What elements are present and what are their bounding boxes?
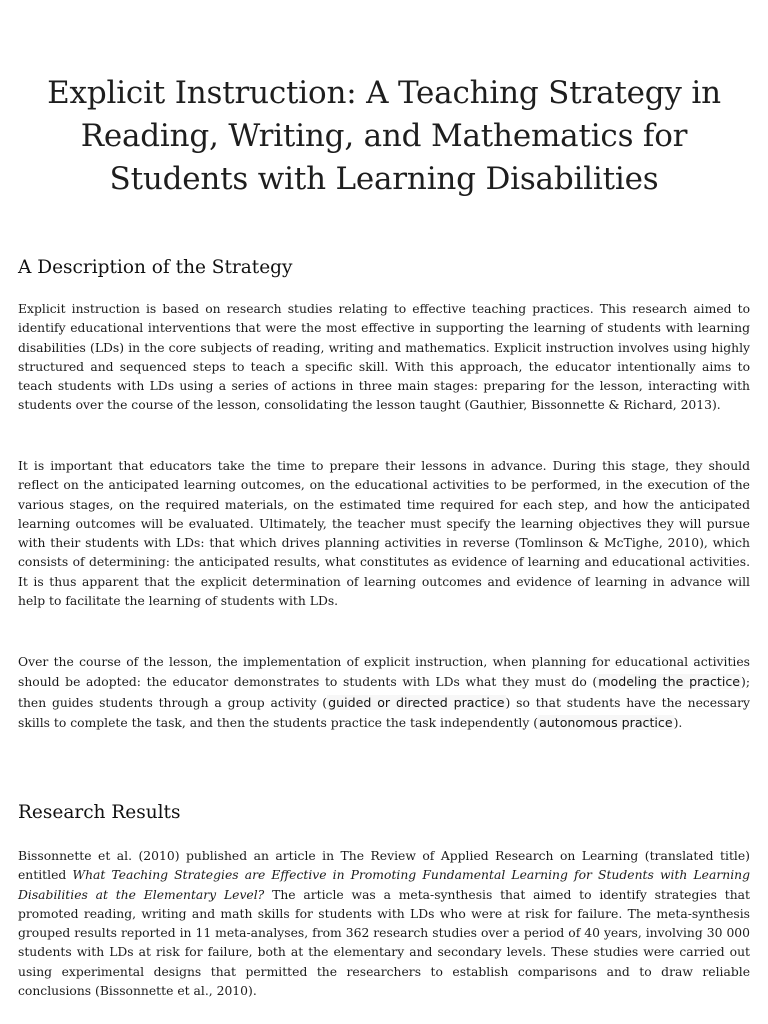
- paragraph-description-intro: Explicit instruction is based on research studies relating to effective teaching practices. This research aimed to identify educational interventions that were the most effective in supporting the learning of students with learning disabilities (LDs) in the core subjects of reading, writing and mathematics. Explicit instruction involves using highly structured and sequenced steps to teach a specific skill. With this approach, the educator intentionally aims to teach students with LDs using a series of actions in three main stages: preparing for the lesson, interacting with students over the course of the lesson, consolidating the lesson taught (Gauthier, Bissonnette & Richard, 2013).: [18, 302, 750, 413]
- text-segment: ); then guides students through a group activity (: [18, 675, 750, 710]
- article-title-italic: What Teaching Strategies are Effective in Promoting Fundamental Learning for Students with Learning Disabilities at the Elementary Level?: [18, 868, 750, 902]
- paragraph-research-results: [18, 847, 750, 1001]
- text-segment: ).: [673, 715, 683, 730]
- document-title: Explicit Instruction: A Teaching Strategy in Reading, Writing, and Mathematics for Students with Learning Disabilities: [47, 75, 721, 197]
- highlight-guided-practice: guided or directed practice: [328, 694, 505, 710]
- text-segment: The article was a meta-synthesis that aimed to identify strategies that promoted reading, writing and math skills for students with LDs who were at risk for failure. The meta-synthesis grouped results reported in 11 meta-analyses, from 362 research studies over a period of 40 years, involving 30 000 students with LDs at risk for failure, both at the elementary and secondary levels. These studies were carried out using experimental designs that permitted the researchers to establish comparisons and to draw reliable conclusions (Bissonnette et al., 2010).: [18, 887, 750, 999]
- section-heading-description: A Description of the Strategy: [18, 257, 293, 278]
- highlight-modeling-practice: modeling the practice: [598, 674, 740, 690]
- text-segment: Over the course of the lesson, the implementation of explicit instruction, when planning for educational activities should be adopted: the educator demonstrates to students with LDs what they must do (: [18, 655, 750, 690]
- text-segment: Bissonnette et al. (2010) published an article in The Review of Applied Research on Learning (translated title) entitled: [18, 849, 750, 883]
- text-segment: ) so that students have the necessary skills to complete the task, and then the students practice the task independently (: [18, 695, 750, 730]
- section-heading-research-results: Research Results: [18, 802, 181, 823]
- highlight-autonomous-practice: autonomous practice: [539, 714, 673, 730]
- paragraph-lesson-implementation: [18, 653, 750, 733]
- paragraph-lesson-preparation: It is important that educators take the time to prepare their lessons in advance. During this stage, they should reflect on the anticipated learning outcomes, on the educational activities to be performed, in the execution of the various stages, on the required materials, on the estimated time required for each step, and how the anticipated learning outcomes will be evaluated. Ultimately, the teacher must specify the learning objectives they will pursue with their students with LDs: that which drives planning activities in reverse (Tomlinson & McTighe, 2010), which consists of determining: the anticipated results, what constitutes as evidence of learning and educational activities. It is thus apparent that the explicit determination of learning outcomes and evidence of learning in advance will help to facilitate the learning of students with LDs.: [18, 459, 750, 609]
